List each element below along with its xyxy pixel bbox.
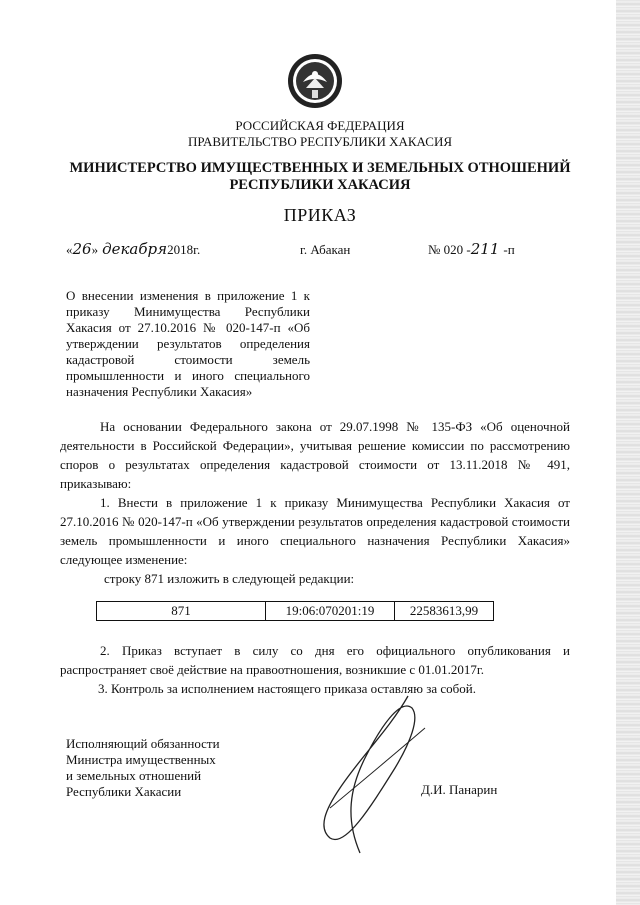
order-number-prefix: № 020 - xyxy=(428,242,471,257)
item-1-text: 1. Внести в приложение 1 к приказу Минимущества Республики Хакасия от 27.10.2016 № 020-147-п «Об утверждении результатов определения кадастровой стоимости земель промышленности и иного специального назначения Республики Хакасия» следующее изменение: xyxy=(60,495,570,567)
preamble-text: На основании Федерального закона от 29.07.1998 № 135-ФЗ «Об оценочной деятельности в Российской Федерации», учитывая решение комиссии по рассмотрению споров о результатах определения кадастровой стоимости от 13.11.2018 № 491, приказываю: xyxy=(60,419,570,491)
order-date xyxy=(66,240,200,259)
signatory-title-line: Министра имущественных xyxy=(66,752,216,767)
date-month-handwritten: декабря xyxy=(102,240,168,258)
item-2-paragraph xyxy=(60,641,570,679)
date-year: 2018г. xyxy=(167,242,201,257)
signatory-title-line: Республики Хакасии xyxy=(66,784,182,799)
coat-of-arms-emblem xyxy=(286,52,344,110)
item-3-text: 3. Контроль за исполнением настоящего приказа оставляю за собой. xyxy=(98,681,476,696)
cadastral-table xyxy=(96,601,494,621)
document-type-title: ПРИКАЗ xyxy=(283,205,357,225)
preamble-paragraph xyxy=(60,417,570,493)
order-number-handwritten: 211 xyxy=(470,240,500,258)
signatory-name: Д.И. Панарин xyxy=(421,782,498,797)
header-country: РОССИЙСКАЯ ФЕДЕРАЦИЯ xyxy=(235,118,405,133)
ministry-name-line1: МИНИСТЕРСТВО ИМУЩЕСТВЕННЫХ И ЗЕМЕЛЬНЫХ ОТНОШЕНИЙ xyxy=(69,160,571,176)
date-quote-close: » xyxy=(91,242,99,257)
order-subject: О внесении изменения в приложение 1 к приказу Минимущества Республики Хакасия от 27.10.2016 № 020-147-п «Об утверждении результатов определения кадастровой стоимости земель промышленности и иного специального назначения Республики Хакасия» xyxy=(66,288,310,399)
table-cell-cadastral-number: 19:06:070201:19 xyxy=(266,602,395,621)
table-cell-cadastral-value: 22583613,99 xyxy=(395,602,494,621)
item-1-paragraph xyxy=(60,493,570,569)
signatory-title-line: Исполняющий обязанности xyxy=(66,736,220,751)
header-government: ПРАВИТЕЛЬСТВО РЕСПУБЛИКИ ХАКАСИЯ xyxy=(188,134,452,149)
date-day-handwritten: 26 xyxy=(72,240,92,258)
order-number-suffix: -п xyxy=(503,242,515,257)
table-cell-row-number: 871 xyxy=(97,602,266,621)
item-1-instruction: строку 871 изложить в следующей редакции: xyxy=(104,571,355,586)
ministry-name-line2: РЕСПУБЛИКИ ХАКАСИЯ xyxy=(229,177,411,193)
date-quote-open: « xyxy=(66,242,73,257)
order-number xyxy=(428,240,515,259)
order-city: г. Абакан xyxy=(300,242,351,257)
handwritten-signature xyxy=(300,688,440,868)
item-2-text: 2. Приказ вступает в силу со дня его официального опубликования и распространяет своё действие на правоотношения, возникшие с 01.01.2017г. xyxy=(60,643,570,677)
signatory-title-line: и земельных отношений xyxy=(66,768,202,783)
signatory-title xyxy=(66,736,220,800)
table-row xyxy=(97,602,494,621)
